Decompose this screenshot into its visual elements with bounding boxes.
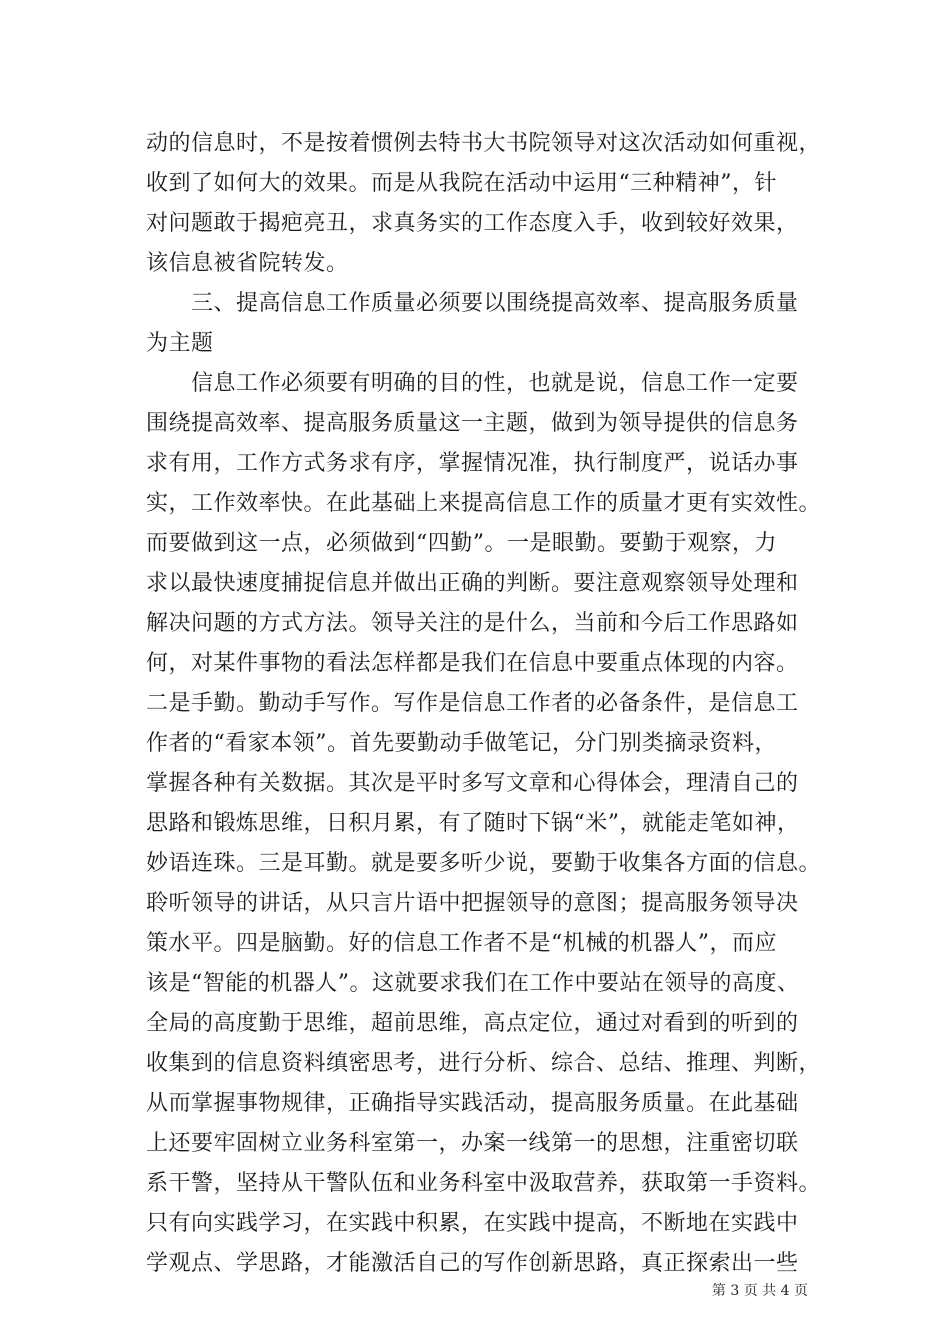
text-line: 动的信息时，不是按着惯例去特书大书院领导对这次活动如何重视，	[146, 131, 822, 156]
text-line: 掌握各种有关数据。其次是平时多写文章和心得体会，理清自己的	[146, 771, 799, 796]
text-line: 思路和锻炼思维，日积月累，有了随时下锅“米”，就能走笔如神，	[146, 811, 800, 836]
text-line: 求有用，工作方式务求有序，掌握情况准，执行制度严，说话办事	[146, 451, 799, 476]
text-line: 收到了如何大的效果。而是从我院在活动中运用“三种精神”，针	[146, 171, 777, 196]
text-line: 全局的高度勤于思维，超前思维，高点定位，通过对看到的听到的	[146, 1011, 799, 1036]
text-line: 学观点、学思路，才能激活自己的写作创新思路，真正探索出一些	[146, 1251, 799, 1276]
text-line: 只有向实践学习，在实践中积累，在实践中提高，不断地在实践中	[146, 1211, 799, 1236]
text-line: 收集到的信息资料缜密思考，进行分析、综合、总结、推理、判断，	[146, 1051, 822, 1076]
text-line: 作者的“看家本领”。首先要勤动手做笔记，分门别类摘录资料，	[146, 731, 777, 756]
text-line: 上还要牢固树立业务科室第一，办案一线第一的思想，注重密切联	[146, 1131, 799, 1156]
text-line: 该是“智能的机器人”。这就要求我们在工作中要站在领导的高度、	[146, 971, 800, 996]
text-line: 从而掌握事物规律，正确指导实践活动，提高服务质量。在此基础	[146, 1091, 799, 1116]
text-line: 围绕提高效率、提高服务质量这一主题，做到为领导提供的信息务	[146, 411, 799, 436]
text-line: 信息工作必须要有明确的目的性，也就是说，信息工作一定要	[146, 371, 799, 396]
text-line: 系干警，坚持从干警队伍和业务科室中汲取营养，获取第一手资料。	[146, 1171, 822, 1196]
text-line: 何，对某件事物的看法怎样都是我们在信息中要重点体现的内容。	[146, 651, 799, 676]
section-heading-line: 三、提高信息工作质量必须要以围绕提高效率、提高服务质量	[146, 291, 799, 316]
body-text	[146, 124, 822, 1284]
text-line: 聆听领导的讲话，从只言片语中把握领导的意图；提高服务领导决	[146, 891, 799, 916]
text-line: 二是手勤。勤动手写作。写作是信息工作者的必备条件，是信息工	[146, 691, 799, 716]
text-line: 实，工作效率快。在此基础上来提高信息工作的质量才更有实效性。	[146, 491, 822, 516]
text-line: 求以最快速度捕捉信息并做出正确的判断。要注意观察领导处理和	[146, 571, 799, 596]
text-line: 对问题敢于揭疤亮丑，求真务实的工作态度入手，收到较好效果，	[146, 211, 799, 236]
section-heading-line: 为主题	[146, 331, 214, 356]
page-number-footer: 第 3 页 共 4 页	[711, 1283, 808, 1299]
text-line: 妙语连珠。三是耳勤。就是要多听少说，要勤于收集各方面的信息。	[146, 851, 822, 876]
text-line: 策水平。四是脑勤。好的信息工作者不是“机械的机器人”，而应	[146, 931, 777, 956]
text-line: 解决问题的方式方法。领导关注的是什么，当前和今后工作思路如	[146, 611, 799, 636]
text-line: 该信息被省院转发。	[146, 251, 349, 276]
text-line: 而要做到这一点，必须做到“四勤”。一是眼勤。要勤于观察，力	[146, 531, 777, 556]
